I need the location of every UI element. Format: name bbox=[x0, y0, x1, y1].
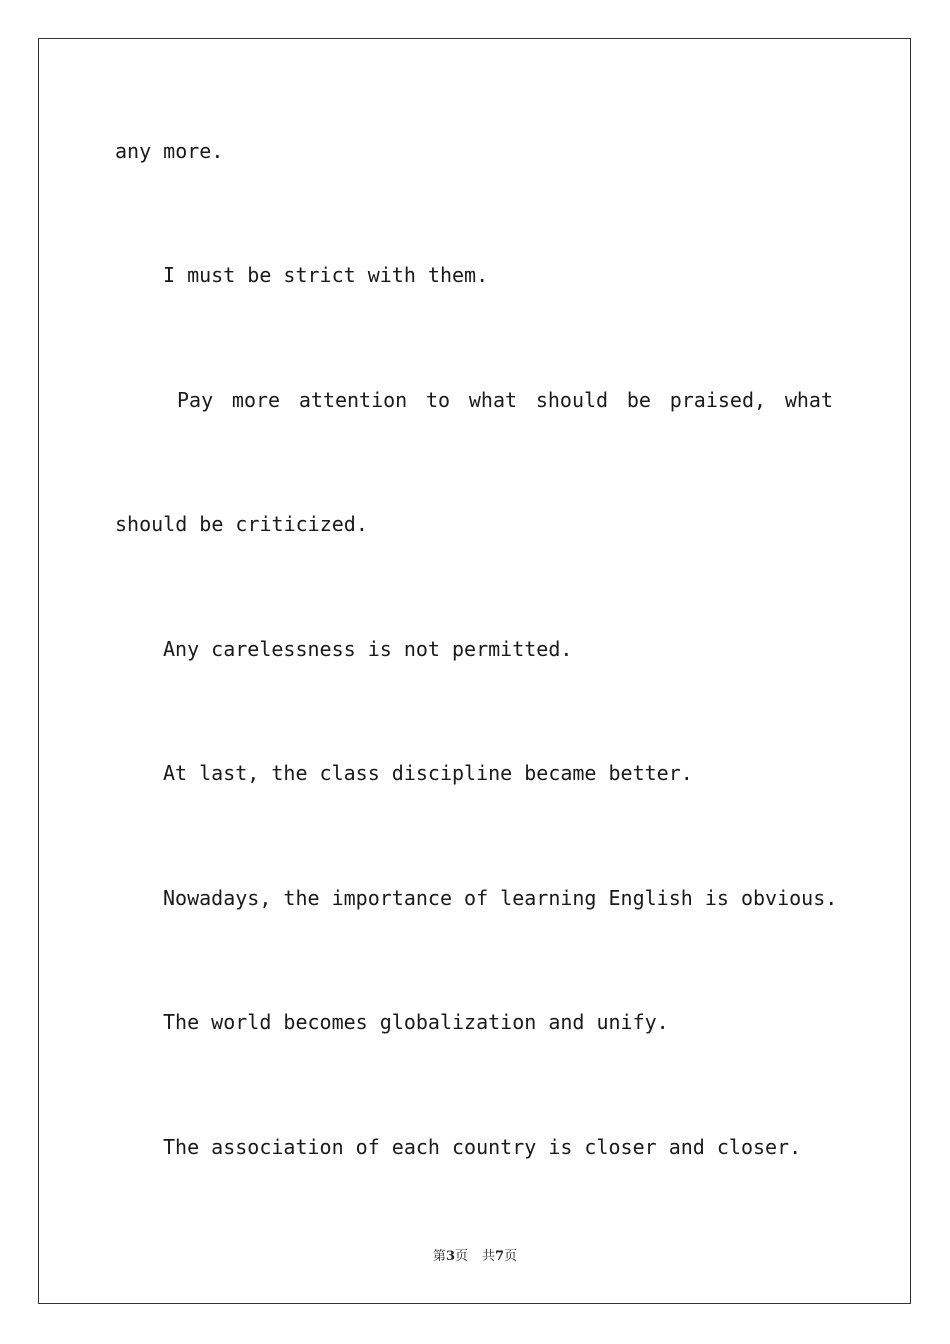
footer-total-suffix: 页 bbox=[504, 1249, 518, 1264]
footer-page-suffix: 页 bbox=[454, 1249, 468, 1264]
footer-prefix: 第 bbox=[432, 1249, 446, 1264]
text-line: any more. bbox=[115, 139, 224, 163]
current-page-number: 3 bbox=[445, 1249, 455, 1264]
text-line: Pay more attention to what should be praised, what bbox=[177, 388, 833, 412]
text-line: At last, the class discipline became better. bbox=[163, 761, 693, 785]
footer-total-prefix: 共 bbox=[482, 1249, 496, 1264]
page-footer bbox=[0, 1249, 950, 1265]
text-line: The world becomes globalization and unify. bbox=[163, 1010, 669, 1034]
page-frame bbox=[38, 38, 911, 1304]
text-line: Nowadays, the importance of learning English is obvious. bbox=[163, 886, 838, 910]
text-line: Any carelessness is not permitted. bbox=[163, 637, 573, 661]
text-line: The association of each country is closer and closer. bbox=[163, 1135, 802, 1159]
total-page-count: 7 bbox=[495, 1249, 505, 1264]
text-line: should be criticized. bbox=[115, 512, 368, 536]
text-line: I must be strict with them. bbox=[163, 263, 489, 287]
